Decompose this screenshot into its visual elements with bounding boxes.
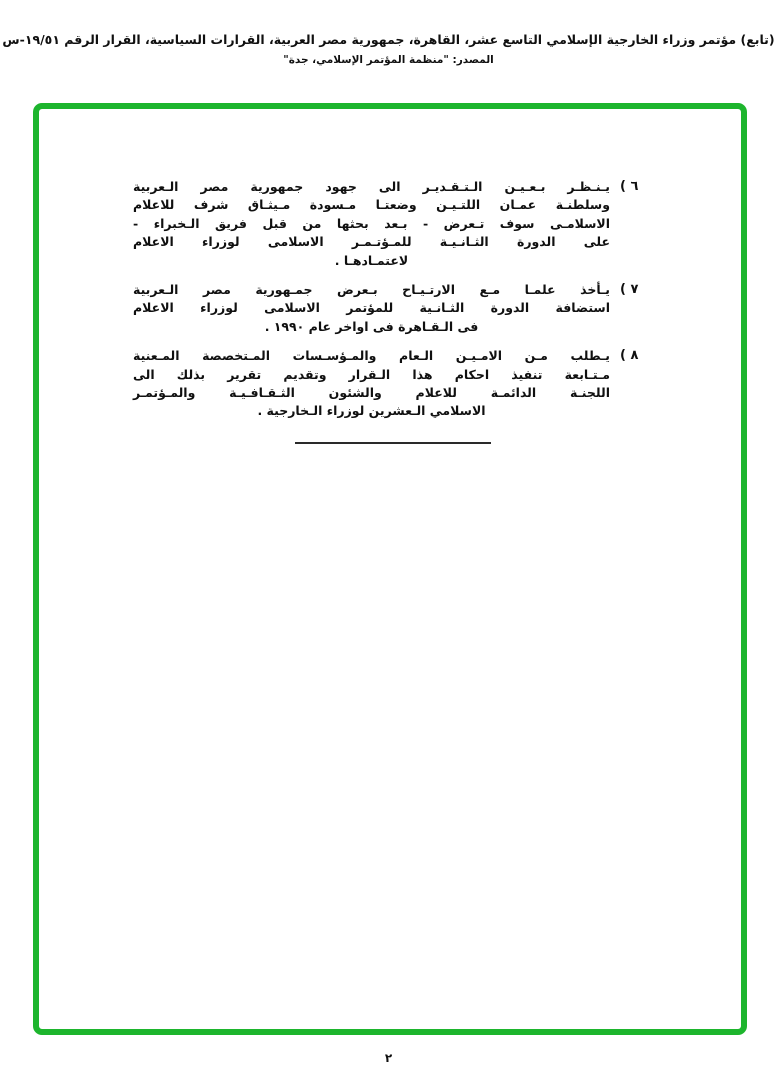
item-number: ( ٧ — [620, 282, 639, 298]
item-text — [133, 281, 610, 336]
text-line: يـطلب مـن الامـيـن الـعام والمـؤسـسات المـتخصصة المـعنية — [133, 348, 610, 364]
text-line: لاعتمـادهـا . — [334, 252, 409, 268]
text-line: فى الـقـاهرة فى اواخر عام ١٩٩٠ . — [264, 318, 479, 334]
section-divider — [295, 442, 491, 444]
text-line: على الدورة الثـانـيـة للمـؤتـمـر الاسلامى لوزراء الاعلام — [133, 234, 610, 250]
header-source: المصدر: "منظمة المؤتمر الإسلامي، جدة" — [283, 54, 494, 66]
document-header — [0, 32, 777, 66]
item-number: ( ٨ — [620, 348, 639, 364]
resolution-paragraphs — [133, 178, 652, 432]
green-border-frame — [33, 103, 747, 1035]
text-line: يـنـظـر بـعـيـن الـتـقـديـر الى جهود جمهورية مصر الـعربية — [133, 179, 610, 194]
list-item — [133, 347, 652, 421]
list-item — [133, 281, 652, 336]
item-text — [133, 178, 610, 270]
item-text — [133, 347, 610, 421]
text-line: الاسلامـى سوف تـعرض - بـعد بحثها من قبل فريق الـخبراء - — [133, 215, 610, 231]
text-line: الاسلامي الـعشرين لوزراء الـخارجية . — [257, 403, 486, 419]
list-item — [133, 178, 652, 270]
item-number: ( ٦ — [620, 179, 639, 194]
page-number: ٢ — [384, 1051, 393, 1065]
text-line: وسلطنـة عمـان اللتـيـن وضعتـا مـسودة مـيثـاق شرف للاعلام — [133, 197, 610, 213]
text-line: استضافة الدورة الثـانـية للمؤتمر الاسلامى لوزراء الاعلام — [133, 300, 610, 316]
header-title: (تابع) مؤتمر وزراء الخارجية الإسلامي التاسع عشر، القاهرة، جمهورية مصر العربية، القرارات السياسية، القرار الرقم ١٩/٥١-س — [2, 32, 775, 47]
text-line: اللجنـة الدائمـة للاعلام والشئون الثـقـافـيـة والمـؤتمـر — [133, 385, 610, 401]
text-line: يـأخذ علمـا مـع الارتـيـاح بـعرض جمـهورية مصر الـعربية — [133, 282, 610, 298]
text-line: مـتـابعة تنفيذ احكام هذا الـقرار وتقديم تقرير بذلك الى — [133, 366, 610, 382]
